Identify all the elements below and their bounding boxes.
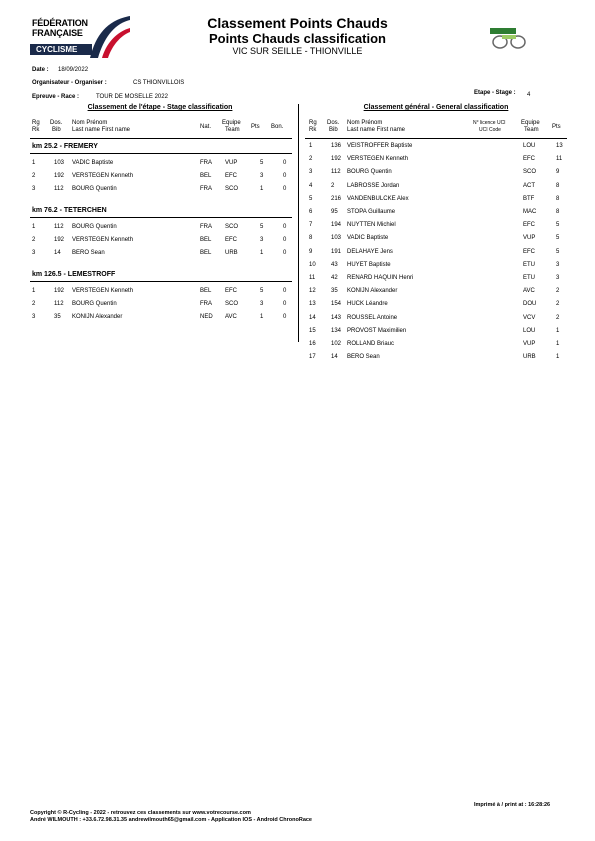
- cell-bon: 0: [283, 301, 287, 307]
- cell-bon: 0: [283, 314, 287, 320]
- cell-rk: 17: [309, 354, 316, 361]
- ghdr-team1: Equipe: [521, 120, 540, 126]
- cell-rk: 14: [309, 314, 316, 321]
- table-row: [309, 312, 567, 325]
- hdr-dos: Dos.: [50, 120, 63, 126]
- cell-pts: 5: [556, 248, 560, 255]
- cell-bib: 194: [331, 222, 342, 229]
- table-row: [309, 219, 567, 232]
- cell-name: VANDENBULCKE Alex: [347, 195, 409, 202]
- race-value: TOUR DE MOSELLE 2022: [96, 94, 168, 100]
- cell-pts: 5: [260, 160, 264, 166]
- ghdr-rg: Rg: [309, 120, 317, 126]
- cell-rk: 1: [32, 224, 36, 230]
- cell-rk: 2: [32, 301, 36, 307]
- cell-team: VUP: [225, 160, 238, 166]
- hdr-name1: Nom Prénom: [72, 120, 108, 126]
- stage-header-rule: [30, 138, 292, 139]
- cell-name: BOURG Quentin: [347, 169, 392, 176]
- cell-bon: 0: [283, 288, 287, 294]
- race-label: Epreuve - Race :: [32, 94, 80, 100]
- cell-pts: 8: [556, 195, 560, 202]
- stage-label: Etape - Stage :: [474, 90, 516, 96]
- cell-bon: 0: [283, 160, 287, 166]
- cell-bib: 102: [331, 341, 342, 347]
- column-divider: [298, 104, 299, 342]
- cell-pts: 3: [260, 173, 264, 179]
- table-row: [309, 153, 567, 166]
- cell-team: EFC: [523, 248, 535, 255]
- cell-pts: 5: [260, 224, 264, 230]
- cell-pts: 2: [556, 314, 560, 321]
- table-row: [32, 311, 292, 324]
- cell-bib: 43: [331, 261, 338, 268]
- table-row: [309, 232, 567, 245]
- stage-group-title: km 25.2 - FREMERY: [32, 143, 98, 150]
- hdr-name2: Last name First name: [72, 127, 131, 133]
- cell-team: EFC: [523, 222, 535, 229]
- cell-name: DELAHAYE Jens: [347, 248, 393, 255]
- cell-name: PROVOST Maximilien: [347, 327, 407, 334]
- cell-bon: 0: [283, 237, 287, 243]
- table-row: [309, 272, 567, 285]
- cell-pts: 3: [556, 275, 560, 281]
- cell-nat: FRA: [200, 301, 212, 307]
- cell-team: SCO: [225, 186, 239, 192]
- cell-name: BOURG Quentin: [72, 186, 117, 192]
- stage-section-title: Classement de l'étape - Stage classification: [87, 104, 233, 111]
- cell-team: EFC: [225, 288, 237, 294]
- cell-bib: 42: [331, 275, 338, 281]
- cell-rk: 10: [309, 261, 316, 268]
- cell-bib: 103: [54, 160, 65, 166]
- cell-pts: 13: [556, 143, 563, 149]
- cell-team: EFC: [225, 173, 237, 179]
- stage-header-row: [32, 120, 292, 136]
- cell-pts: 3: [260, 301, 264, 307]
- stage-group-rule: [30, 153, 292, 154]
- table-row: [309, 338, 567, 351]
- federation-logo: [30, 14, 130, 62]
- cell-rk: 9: [309, 248, 313, 255]
- cell-bib: 143: [331, 314, 342, 321]
- title-fr: Classement Points Chauds: [207, 15, 388, 31]
- ghdr-pts: Pts: [552, 124, 561, 130]
- cell-pts: 11: [556, 156, 563, 163]
- table-row: [309, 206, 567, 219]
- cell-nat: BEL: [200, 250, 212, 256]
- cell-pts: 5: [556, 235, 560, 242]
- cell-rk: 16: [309, 341, 316, 347]
- cell-rk: 15: [309, 327, 316, 334]
- cell-bib: 35: [331, 288, 338, 295]
- hdr-team2: Team: [225, 127, 240, 133]
- cell-bib: 192: [54, 173, 65, 179]
- cell-name: HUCK Léandre: [347, 301, 388, 308]
- ghdr-lic2: UCI Code: [479, 127, 501, 133]
- cell-team: BTF: [523, 195, 535, 202]
- cell-bib: 136: [331, 143, 342, 149]
- table-row: [32, 285, 292, 298]
- cell-nat: FRA: [200, 224, 212, 230]
- cell-rk: 1: [309, 143, 313, 149]
- ghdr-name1: Nom Prénom: [347, 120, 383, 126]
- organiser-value: CS THIONVILLOIS: [133, 80, 185, 86]
- hdr-nat: Nat.: [200, 124, 212, 130]
- table-row: [309, 246, 567, 259]
- cell-pts: 1: [556, 327, 560, 334]
- cell-name: BOURG Quentin: [72, 224, 117, 230]
- cell-nat: BEL: [200, 237, 212, 243]
- cell-nat: FRA: [200, 160, 212, 166]
- federation-line2: FRANÇAISE: [32, 28, 83, 38]
- cell-bib: 2: [331, 182, 335, 189]
- stage-value: 4: [527, 92, 531, 98]
- table-row: [32, 157, 292, 170]
- general-section-title: Classement général - General classification: [363, 104, 509, 111]
- hdr-rg: Rg: [32, 120, 40, 126]
- hdr-rk: Rk: [32, 127, 40, 133]
- cell-bib: 112: [54, 224, 64, 230]
- cell-name: HUYET Baptiste: [347, 261, 391, 268]
- table-row: [32, 170, 292, 183]
- table-row: [32, 298, 292, 311]
- cell-team: VUP: [523, 341, 536, 347]
- table-row: [309, 259, 567, 272]
- cell-pts: 1: [260, 314, 264, 320]
- cell-bib: 35: [54, 314, 61, 320]
- table-row: [309, 298, 567, 311]
- general-header-rule: [305, 138, 567, 139]
- cell-rk: 1: [32, 288, 36, 294]
- cell-nat: FRA: [200, 186, 212, 192]
- ghdr-name2: Last name First name: [347, 127, 406, 133]
- cell-rk: 3: [309, 169, 313, 176]
- general-header-row: [309, 120, 569, 136]
- cell-team: VCV: [523, 314, 536, 321]
- stage-group-rule: [30, 217, 292, 218]
- footer-printed: Imprimé à / print at : 16:28:26: [474, 802, 551, 808]
- cell-pts: 3: [556, 261, 560, 268]
- cell-pts: 9: [556, 169, 560, 176]
- cell-pts: 1: [556, 354, 560, 361]
- cell-team: ETU: [523, 275, 535, 281]
- cell-bib: 14: [54, 250, 61, 256]
- cell-name: RENARD HAQUIN Henri: [347, 275, 414, 281]
- table-row: [32, 247, 292, 260]
- cell-bib: 216: [331, 195, 342, 202]
- stage-group-rule: [30, 281, 292, 282]
- cell-name: ROLLAND Briauc: [347, 341, 395, 347]
- cell-team: AVC: [523, 288, 535, 295]
- cell-nat: BEL: [200, 173, 212, 179]
- cell-bib: 14: [331, 354, 338, 361]
- cell-pts: 3: [260, 237, 264, 243]
- cell-team: ETU: [523, 261, 535, 268]
- date-value: 18/09/2022: [58, 67, 89, 73]
- table-row: [309, 325, 567, 338]
- table-row: [309, 140, 567, 153]
- cell-pts: 8: [556, 209, 560, 215]
- cell-name: NUYTTEN Michiel: [347, 222, 396, 229]
- hdr-bon: Bon.: [271, 124, 284, 130]
- federation-line1: FÉDÉRATION: [32, 18, 88, 28]
- cell-name: STOPA Guillaume: [347, 209, 396, 215]
- cell-rk: 5: [309, 195, 313, 202]
- ghdr-bib: Bib: [329, 127, 338, 133]
- cell-name: BERO Sean: [347, 354, 380, 361]
- table-row: [32, 221, 292, 234]
- cell-team: ACT: [523, 182, 535, 189]
- cell-team: EFC: [523, 156, 535, 163]
- title-en: Points Chauds classification: [209, 31, 386, 46]
- cell-rk: 4: [309, 182, 313, 189]
- footer-contact: André WILMOUTH : +33.6.72.98.31.35 andrewilmouth65@gmail.com - Application IOS - Android ChronoRace: [30, 817, 312, 823]
- cell-name: VERSTEGEN Kenneth: [72, 237, 134, 243]
- cell-name: BOURG Quentin: [72, 301, 117, 307]
- hdr-pts: Pts: [251, 124, 260, 130]
- cell-pts: 5: [556, 222, 560, 229]
- cell-team: URB: [225, 250, 238, 256]
- table-row: [309, 193, 567, 206]
- race-logo-icon: [488, 24, 528, 52]
- cell-name: KONIJN Alexander: [72, 314, 123, 320]
- cell-team: EFC: [225, 237, 237, 243]
- cell-team: URB: [523, 354, 536, 361]
- stage-group-title: km 126.5 - LEMESTROFF: [32, 271, 116, 278]
- cell-team: SCO: [225, 301, 239, 307]
- federation-line3: CYCLISME: [36, 45, 78, 54]
- table-row: [32, 183, 292, 196]
- cell-rk: 11: [309, 275, 316, 281]
- cell-rk: 6: [309, 209, 313, 215]
- cell-pts: 8: [556, 182, 560, 189]
- ghdr-dos: Dos.: [327, 120, 340, 126]
- cell-bib: 192: [331, 156, 342, 163]
- cell-team: DOU: [523, 301, 537, 308]
- ghdr-lic1: N° licence UCI: [473, 120, 506, 126]
- table-row: [309, 166, 567, 179]
- cell-name: LABROSSE Jordan: [347, 182, 400, 189]
- cell-name: VADIC Baptiste: [72, 160, 114, 166]
- cell-team: LOU: [523, 327, 536, 334]
- cell-pts: 2: [556, 288, 560, 295]
- cell-team: SCO: [225, 224, 239, 230]
- cell-rk: 2: [32, 173, 36, 179]
- cell-team: VUP: [523, 235, 536, 242]
- cell-nat: BEL: [200, 288, 212, 294]
- cell-team: SCO: [523, 169, 537, 176]
- cell-bib: 192: [54, 237, 65, 243]
- cell-bib: 191: [331, 248, 342, 255]
- cell-bon: 0: [283, 224, 287, 230]
- hdr-bib: Bib: [52, 127, 61, 133]
- cell-pts: 2: [556, 301, 560, 308]
- table-row: [309, 180, 567, 193]
- table-row: [32, 234, 292, 247]
- cell-bib: 112: [54, 301, 64, 307]
- route: VIC SUR SEILLE - THIONVILLE: [232, 46, 363, 56]
- cell-name: KONIJN Alexander: [347, 288, 398, 295]
- cell-bib: 134: [331, 327, 342, 334]
- cell-bon: 0: [283, 186, 287, 192]
- organiser-label: Organisateur - Organiser :: [32, 80, 107, 86]
- cell-rk: 2: [32, 237, 36, 243]
- cell-name: VADIC Baptiste: [347, 235, 389, 242]
- cell-rk: 2: [309, 156, 313, 163]
- cell-rk: 8: [309, 235, 313, 242]
- cell-bon: 0: [283, 173, 287, 179]
- cell-bib: 112: [331, 169, 341, 176]
- cell-nat: NED: [200, 314, 213, 320]
- cell-bon: 0: [283, 250, 287, 256]
- stage-group-title: km 76.2 - TETERCHEN: [32, 207, 107, 214]
- cell-bib: 154: [331, 301, 342, 308]
- cell-bib: 192: [54, 288, 65, 294]
- cell-rk: 13: [309, 301, 316, 308]
- ghdr-team2: Team: [524, 127, 539, 133]
- cell-rk: 3: [32, 250, 36, 256]
- table-row: [309, 285, 567, 298]
- hdr-team1: Equipe: [222, 120, 241, 126]
- date-label: Date :: [32, 67, 49, 73]
- cell-name: BERO Sean: [72, 250, 105, 256]
- cell-pts: 5: [260, 288, 264, 294]
- cell-name: VERSTEGEN Kenneth: [72, 288, 134, 294]
- cell-pts: 1: [260, 250, 264, 256]
- cell-team: MAC: [523, 209, 537, 215]
- cell-bib: 95: [331, 209, 338, 215]
- cell-name: VEISTROFFER Baptiste: [347, 143, 413, 149]
- cell-team: AVC: [225, 314, 237, 320]
- cell-pts: 1: [260, 186, 264, 192]
- cell-bib: 103: [331, 235, 342, 242]
- table-row: [309, 351, 567, 364]
- cell-name: VERSTEGEN Kenneth: [72, 173, 134, 179]
- cyclist-swoosh-icon: [86, 14, 132, 62]
- footer-copyright: Copyright © R-Cycling - 2022 - retrouvez ces classements sur www.votrecourse.com: [30, 810, 251, 816]
- cell-name: VERSTEGEN Kenneth: [347, 156, 409, 163]
- cell-pts: 1: [556, 341, 560, 347]
- cell-name: ROUSSEL Antoine: [347, 314, 398, 321]
- cell-rk: 1: [32, 160, 36, 166]
- cell-rk: 3: [32, 314, 36, 320]
- cell-team: LOU: [523, 143, 536, 149]
- cell-bib: 112: [54, 186, 64, 192]
- cell-rk: 7: [309, 222, 313, 229]
- ghdr-rk: Rk: [309, 127, 317, 133]
- cell-rk: 12: [309, 288, 316, 295]
- cell-rk: 3: [32, 186, 36, 192]
